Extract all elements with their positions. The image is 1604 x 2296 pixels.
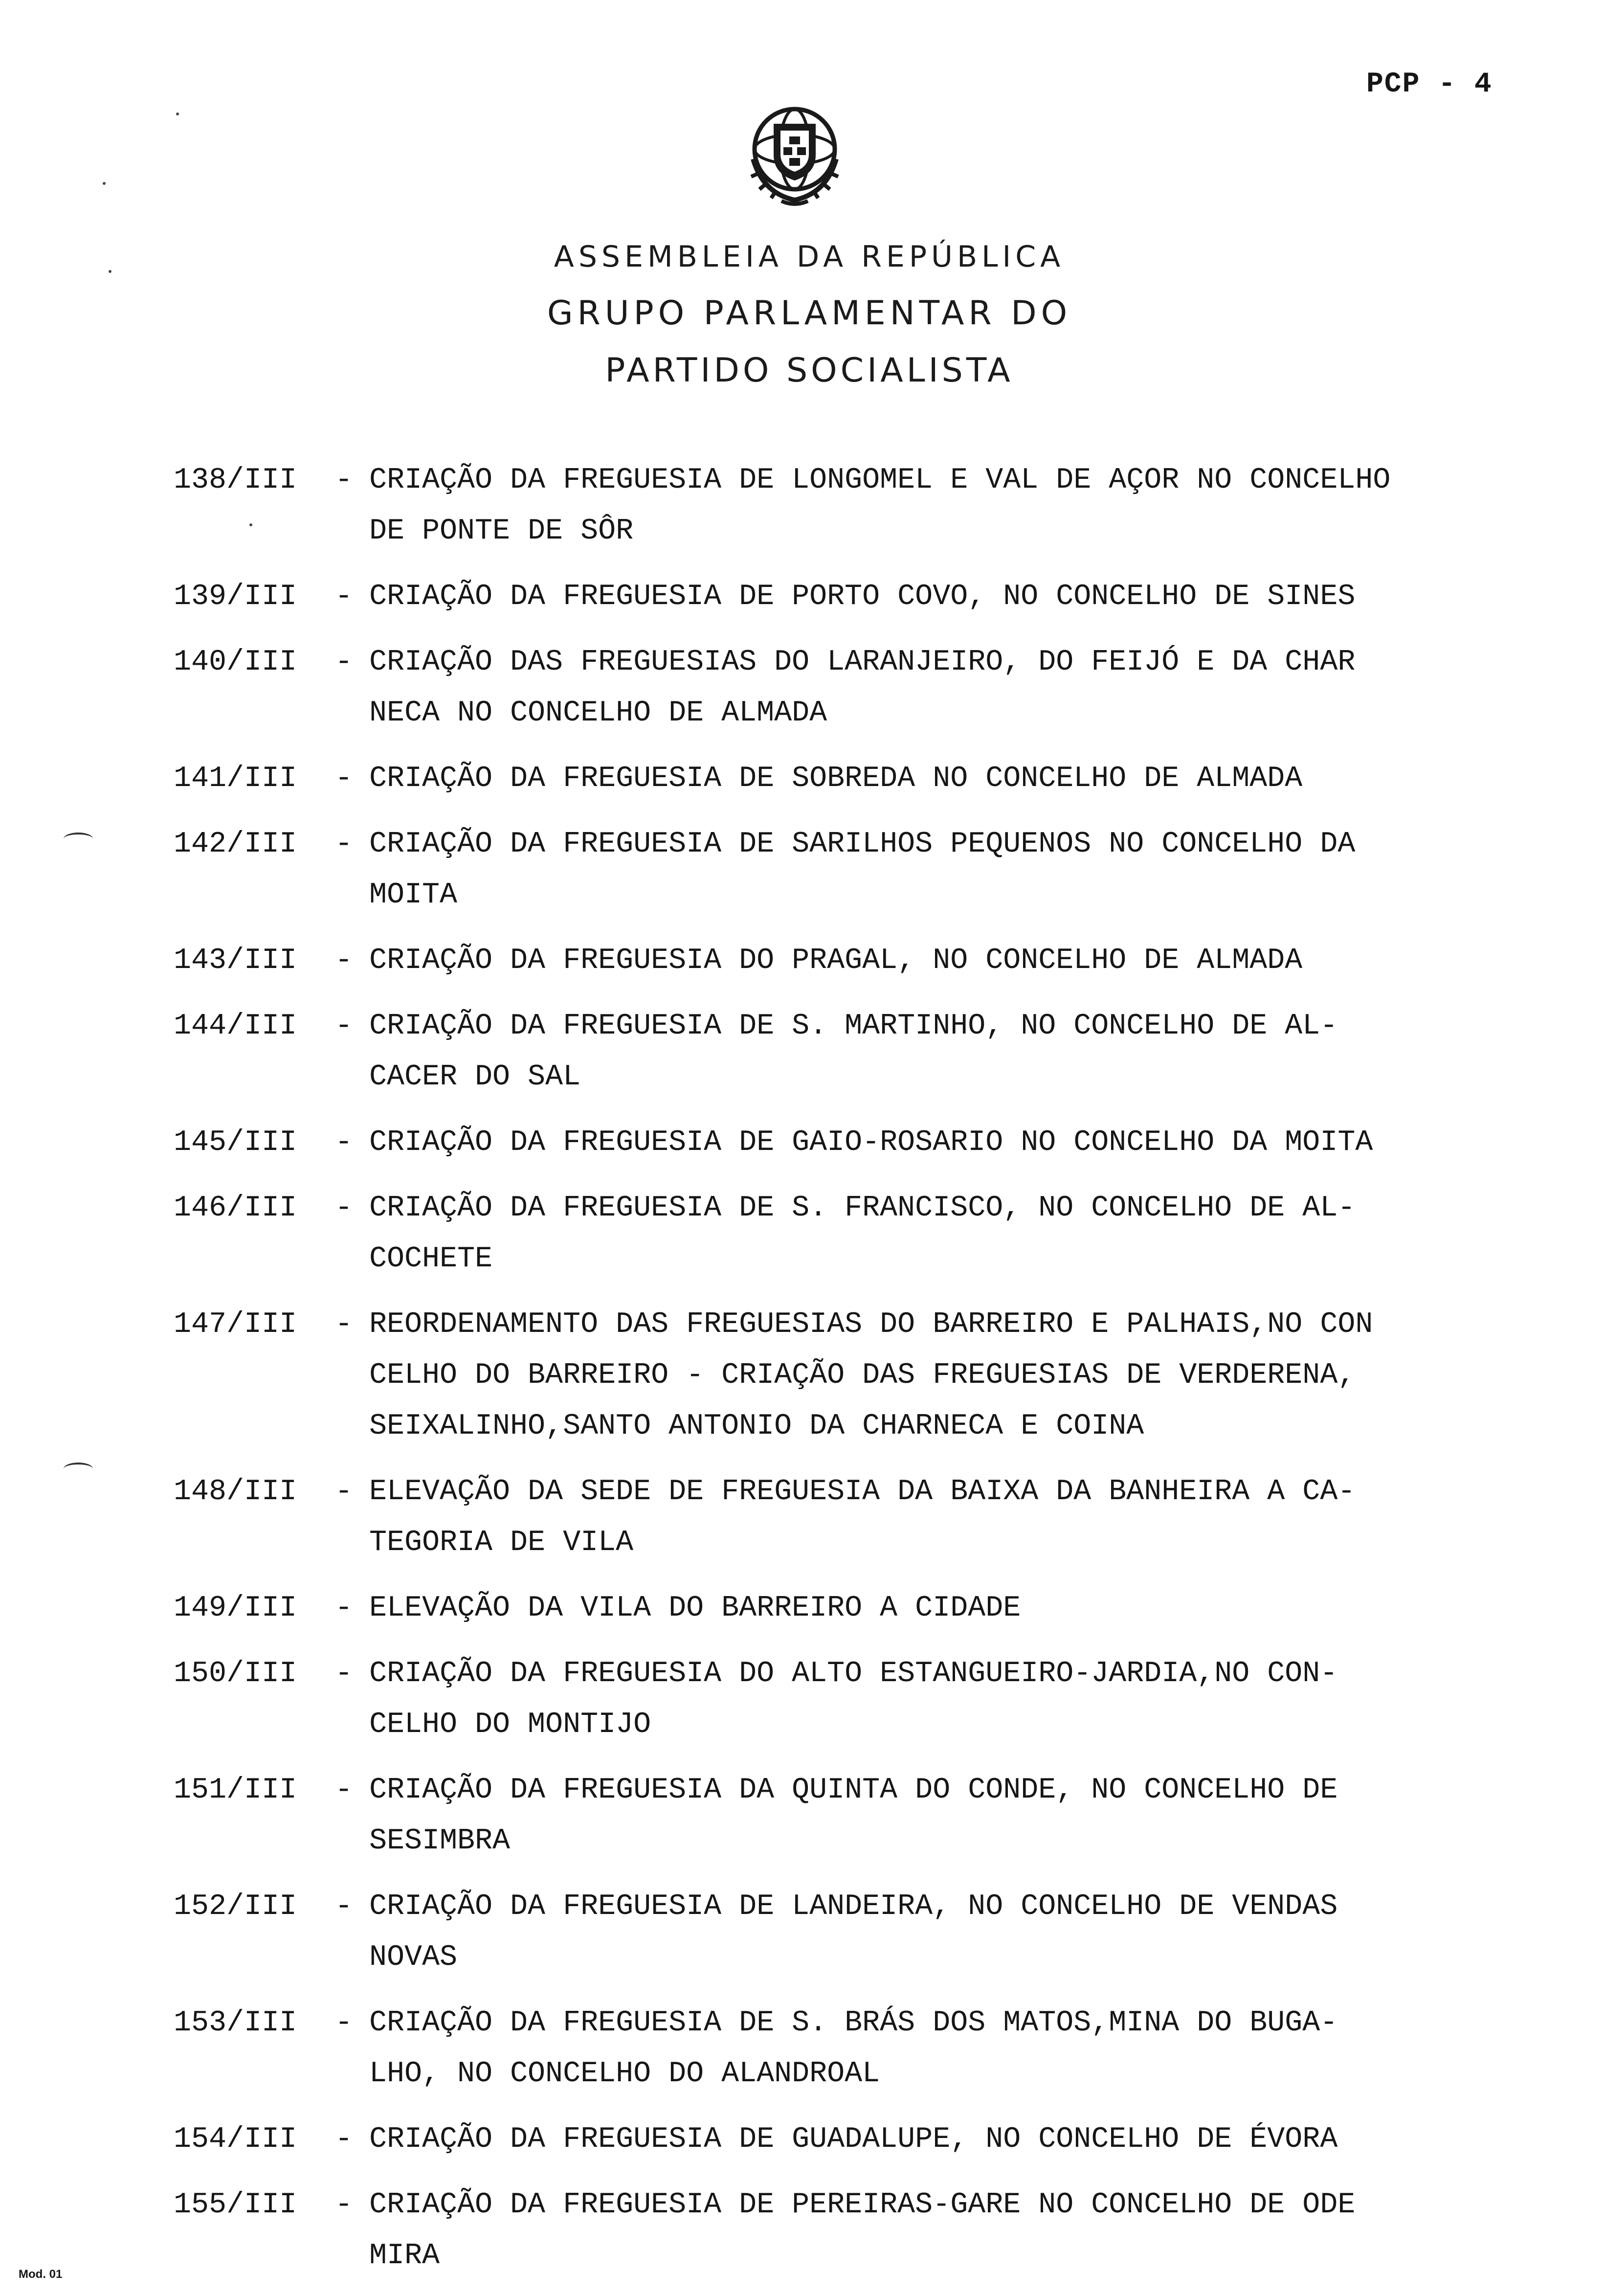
bill-number: 138/III [174, 464, 297, 497]
scan-speck [249, 523, 252, 526]
separator-dash: - [335, 944, 353, 977]
bill-title: CRIAÇÃO DA FREGUESIA DE GAIO-ROSARIO NO CONCELHO DA MOITA [369, 1126, 1373, 1159]
bill-entry [174, 1183, 1558, 1284]
separator-dash: - [335, 1192, 353, 1225]
separator-dash: - [335, 580, 353, 613]
bill-number: 145/III [174, 1126, 297, 1159]
bill-entry [174, 637, 1558, 739]
bill-entry [174, 1299, 1558, 1452]
bill-number: 151/III [174, 1774, 297, 1807]
parliamentary-group: GRUPO PARLAMENTAR DO [547, 294, 1072, 333]
separator-dash: - [335, 2123, 353, 2156]
separator-dash: - [335, 762, 353, 795]
institution-name: ASSEMBLEIA DA REPÚBLICA [554, 240, 1065, 274]
separator-dash: - [335, 2006, 353, 2040]
separator-dash: - [335, 464, 353, 497]
bill-number: 150/III [174, 1657, 297, 1690]
bill-entry [174, 1648, 1558, 1750]
bill-title: CRIAÇÃO DA FREGUESIA DO PRAGAL, NO CONCELHO DE ALMADA [369, 944, 1303, 977]
bill-entry [174, 455, 1558, 557]
separator-dash: - [335, 1308, 353, 1341]
scan-speck [109, 270, 111, 273]
bill-title: CRIAÇÃO DA FREGUESIA DE SOBREDA NO CONCELHO DE ALMADA [369, 762, 1303, 795]
bill-number: 141/III [174, 762, 297, 795]
separator-dash: - [335, 1010, 353, 1043]
bill-entry [174, 571, 1558, 622]
bill-number: 143/III [174, 944, 297, 977]
bill-entry [174, 1765, 1558, 1867]
bill-number: 152/III [174, 1890, 297, 1923]
bill-number: 140/III [174, 646, 297, 679]
bill-title: ELEVAÇÃO DA VILA DO BARREIRO A CIDADE [369, 1592, 1021, 1625]
bill-number: 139/III [174, 580, 297, 613]
separator-dash: - [335, 1774, 353, 1807]
separator-dash: - [335, 646, 353, 679]
separator-dash: - [335, 1126, 353, 1159]
party-name: PARTIDO SOCIALISTA [605, 351, 1014, 390]
bill-number: 148/III [174, 1475, 297, 1508]
form-mark: Mod. 01 [19, 2268, 63, 2281]
bill-title: CRIAÇÃO DAS FREGUESIAS DO LARANJEIRO, DO FEIJÓ E DA CHAR NECA NO CONCELHO DE ALMADA [369, 646, 1356, 730]
scan-speck [103, 182, 106, 185]
bill-entry [174, 1466, 1558, 1568]
bill-title: CRIAÇÃO DA FREGUESIA DE SARILHOS PEQUENOS NO CONCELHO DA MOITA [369, 828, 1356, 912]
bill-title: CRIAÇÃO DA FREGUESIA DO ALTO ESTANGUEIRO-JARDIA,NO CON- CELHO DO MONTIJO [369, 1657, 1338, 1741]
bill-entry [174, 1998, 1558, 2099]
bill-title: CRIAÇÃO DA FREGUESIA DE LONGOMEL E VAL DE AÇOR NO CONCELHO DE PONTE DE SÔR [369, 464, 1391, 548]
bill-entry [174, 2180, 1558, 2281]
bill-number: 154/III [174, 2123, 297, 2156]
bill-number: 149/III [174, 1592, 297, 1625]
bill-title: CRIAÇÃO DA FREGUESIA DE LANDEIRA, NO CONCELHO DE VENDAS NOVAS [369, 1890, 1338, 1974]
bill-entry [174, 1881, 1558, 1983]
bill-title: CRIAÇÃO DA FREGUESIA DE PORTO COVO, NO CONCELHO DE SINES [369, 580, 1356, 613]
bill-entry [174, 1001, 1558, 1103]
margin-mark [64, 833, 93, 845]
coat-of-arms-icon [738, 100, 851, 208]
bill-entry [174, 819, 1558, 921]
separator-dash: - [335, 2188, 353, 2222]
bill-title: CRIAÇÃO DA FREGUESIA DA QUINTA DO CONDE, NO CONCELHO DE SESIMBRA [369, 1774, 1338, 1858]
bill-number: 146/III [174, 1192, 297, 1225]
separator-dash: - [335, 1475, 353, 1508]
bill-number: 147/III [174, 1308, 297, 1341]
bill-title: CRIAÇÃO DA FREGUESIA DE PEREIRAS-GARE NO CONCELHO DE ODE MIRA [369, 2188, 1356, 2273]
bill-title: REORDENAMENTO DAS FREGUESIAS DO BARREIRO E PALHAIS,NO CON CELHO DO BARREIRO - CRIAÇÃO DAS FREGUESIAS DE VERDERENA, SEIXALINHO,SANTO ANTONIO DA CHARNECA E COINA [369, 1308, 1373, 1443]
page-reference: PCP - 4 [1366, 68, 1493, 100]
bill-title: CRIAÇÃO DA FREGUESIA DE S. BRÁS DOS MATOS,MINA DO BUGA- LHO, NO CONCELHO DO ALANDROAL [369, 2006, 1338, 2091]
bill-title: CRIAÇÃO DA FREGUESIA DE S. FRANCISCO, NO CONCELHO DE AL- COCHETE [369, 1192, 1356, 1276]
bill-entry [174, 2114, 1558, 2165]
bill-number: 144/III [174, 1010, 297, 1043]
margin-mark [64, 1463, 93, 1475]
separator-dash: - [335, 1592, 353, 1625]
separator-dash: - [335, 1657, 353, 1690]
separator-dash: - [335, 828, 353, 861]
bill-title: ELEVAÇÃO DA SEDE DE FREGUESIA DA BAIXA DA BANHEIRA A CA- TEGORIA DE VILA [369, 1475, 1356, 1559]
bill-entry [174, 935, 1558, 986]
bill-list [174, 455, 1558, 2296]
bill-title: CRIAÇÃO DA FREGUESIA DE GUADALUPE, NO CONCELHO DE ÉVORA [369, 2123, 1338, 2156]
bill-entry [174, 1117, 1558, 1168]
bill-entry [174, 753, 1558, 804]
bill-number: 155/III [174, 2188, 297, 2222]
bill-number: 142/III [174, 828, 297, 861]
bill-title: CRIAÇÃO DA FREGUESIA DE S. MARTINHO, NO CONCELHO DE AL- CACER DO SAL [369, 1010, 1338, 1094]
letterhead [0, 230, 1604, 398]
bill-entry [174, 1583, 1558, 1634]
bill-number: 153/III [174, 2006, 297, 2040]
separator-dash: - [335, 1890, 353, 1923]
scan-speck [176, 113, 179, 115]
